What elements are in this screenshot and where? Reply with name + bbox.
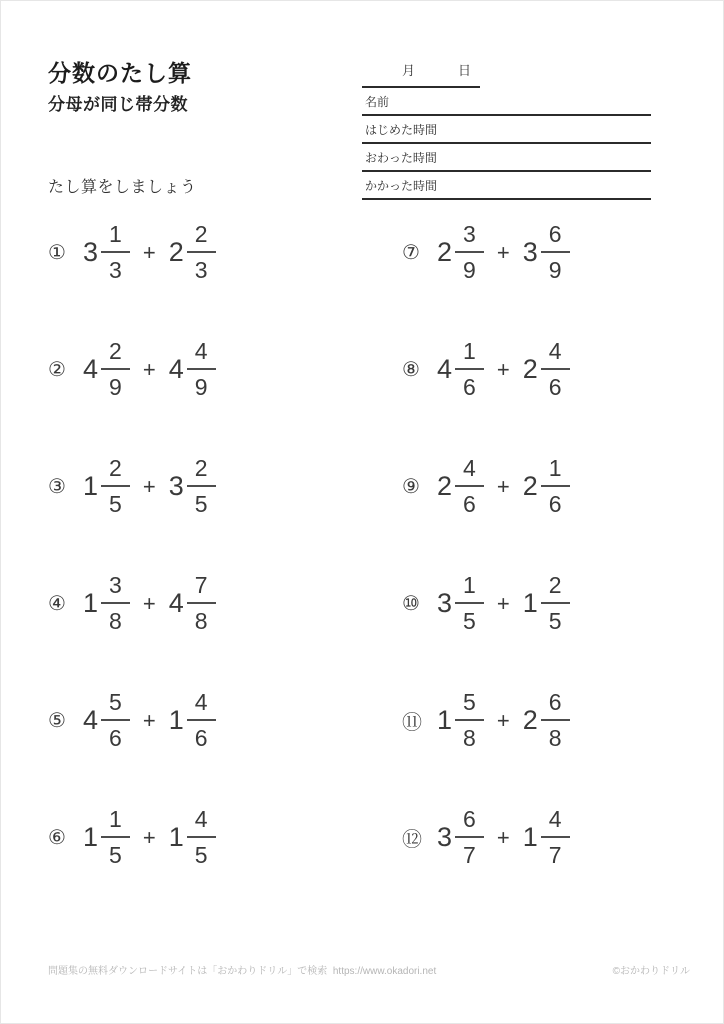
plus-operator: + [142,590,156,616]
fraction-2 [541,808,570,867]
problem-number: ① [48,242,66,264]
fraction-2 [187,808,216,867]
numerator-2: 7 [187,574,216,604]
fraction-1 [101,457,130,516]
problem-number: ⑥ [48,827,66,849]
problem-row [48,194,402,311]
whole-number-1: 3 [437,822,453,852]
denominator-2: 8 [194,608,208,634]
numerator-2: 4 [187,808,216,838]
plus-operator: + [142,473,156,499]
denominator-2: 3 [194,257,208,283]
numerator-1: 3 [101,574,130,604]
numerator-2: 4 [187,340,216,370]
form-field-label: おわった時間 [365,150,437,165]
plus-operator: + [496,824,510,850]
whole-number-1: 3 [83,237,99,267]
problem-row [48,662,402,779]
problem-number: ⑤ [48,710,66,732]
fraction-1 [101,808,130,867]
whole-number-1: 2 [437,237,453,267]
numerator-2: 6 [541,223,570,253]
problem-row [48,545,402,662]
whole-number-2: 3 [522,237,538,267]
form-field-row [362,144,651,172]
plus-operator: + [496,473,510,499]
fraction-2 [541,574,570,633]
denominator-1: 9 [109,374,122,400]
whole-number-1: 4 [437,354,453,384]
fraction-2 [187,457,216,516]
denominator-2: 6 [194,725,208,751]
fraction-2 [187,223,216,282]
denominator-1: 6 [109,725,122,751]
denominator-1: 8 [463,725,476,751]
problem-row [402,779,676,896]
page-subtitle: 分母が同じ帯分数 [48,95,188,114]
month-label: 月 [402,63,416,78]
numerator-2: 6 [541,691,570,721]
denominator-1: 5 [109,842,122,868]
fraction-2 [187,340,216,399]
form-rows [362,88,651,200]
problem-number: ④ [48,593,66,615]
problem-row [402,428,676,545]
whole-number-2: 2 [522,354,538,384]
plus-operator: + [496,239,510,265]
problem-row [402,311,676,428]
whole-number-2: 1 [522,588,538,618]
problem-row [402,545,676,662]
whole-number-2: 1 [168,822,184,852]
day-label: 日 [458,63,472,78]
numerator-1: 1 [455,574,484,604]
plus-operator: + [496,707,510,733]
problem-number: ⑪ [402,712,422,734]
whole-number-1: 3 [437,588,453,618]
fraction-1 [101,223,130,282]
plus-operator: + [142,824,156,850]
problems-column-right [402,194,676,896]
whole-number-1: 1 [437,705,453,735]
problem-number: ⑧ [402,359,420,381]
denominator-1: 8 [109,608,122,634]
whole-number-2: 3 [168,471,184,501]
student-info-form [362,60,651,200]
fraction-1 [455,574,484,633]
whole-number-1: 1 [83,588,99,618]
whole-number-2: 4 [168,588,184,618]
whole-number-1: 1 [83,471,99,501]
problem-number: ⑫ [402,829,422,851]
numerator-1: 1 [455,340,484,370]
whole-number-1: 2 [437,471,453,501]
numerator-1: 1 [101,808,130,838]
fraction-1 [101,574,130,633]
numerator-1: 4 [455,457,484,487]
problem-row [402,662,676,779]
numerator-2: 1 [541,457,570,487]
numerator-2: 2 [187,223,216,253]
problem-row [48,428,402,545]
plus-operator: + [142,239,156,265]
denominator-2: 9 [548,257,562,283]
numerator-2: 2 [541,574,570,604]
fraction-1 [455,223,484,282]
instruction-text: たし算をしましょう [48,179,197,196]
whole-number-1: 4 [83,354,99,384]
numerator-2: 4 [187,691,216,721]
numerator-1: 5 [101,691,130,721]
plus-operator: + [142,356,156,382]
form-field-label: 名前 [365,94,390,109]
problem-number: ⑩ [402,593,420,615]
problem-number: ② [48,359,66,381]
denominator-2: 6 [548,374,562,400]
problem-number: ③ [48,476,66,498]
whole-number-2: 2 [522,705,538,735]
denominator-1: 6 [463,491,476,517]
denominator-1: 3 [109,257,122,283]
fraction-2 [541,457,570,516]
numerator-1: 2 [101,340,130,370]
denominator-2: 9 [194,374,208,400]
problem-row [48,311,402,428]
fraction-1 [455,691,484,750]
form-field-row [362,88,651,116]
problem-row [402,194,676,311]
date-field [362,60,480,88]
whole-number-2: 1 [522,822,538,852]
fraction-1 [455,457,484,516]
numerator-1: 3 [455,223,484,253]
form-field-label: はじめた時間 [365,122,438,137]
whole-number-2: 4 [168,354,184,384]
form-field-row [362,116,651,144]
numerator-1: 1 [101,223,130,253]
denominator-1: 5 [463,608,476,634]
numerator-1: 5 [455,691,484,721]
whole-number-2: 2 [168,237,184,267]
plus-operator: + [496,590,510,616]
denominator-1: 9 [463,257,476,283]
denominator-1: 5 [109,491,122,517]
whole-number-1: 1 [83,822,99,852]
fraction-1 [101,691,130,750]
denominator-2: 5 [194,842,208,868]
whole-number-2: 1 [168,705,184,735]
numerator-2: 4 [541,340,570,370]
denominator-1: 7 [463,842,476,868]
numerator-1: 6 [455,808,484,838]
denominator-1: 6 [463,374,476,400]
denominator-2: 5 [548,608,562,634]
footer-site-credit: 問題集の無料ダウンロードサイトは「おかわりドリル」で検索 https://www.okadori.net [48,966,437,977]
fraction-1 [455,340,484,399]
problems-column-left [48,194,402,896]
problem-row [48,779,402,896]
problem-number: ⑨ [402,476,420,498]
fraction-2 [541,340,570,399]
fraction-1 [101,340,130,399]
fraction-2 [187,691,216,750]
denominator-2: 6 [548,491,562,517]
page-title: 分数のたし算 [48,60,192,86]
denominator-2: 8 [548,725,562,751]
form-field-label: かかった時間 [365,178,438,193]
numerator-1: 2 [101,457,130,487]
fraction-2 [187,574,216,633]
fraction-2 [541,223,570,282]
fraction-2 [541,691,570,750]
whole-number-2: 2 [522,471,538,501]
footer-copyright: ©おかわりドリル [612,966,690,977]
numerator-2: 4 [541,808,570,838]
plus-operator: + [142,707,156,733]
plus-operator: + [496,356,510,382]
problems-area [48,194,676,896]
problem-number: ⑦ [402,242,420,264]
denominator-2: 5 [194,491,208,517]
numerator-2: 2 [187,457,216,487]
whole-number-1: 4 [83,705,99,735]
fraction-1 [455,808,484,867]
denominator-2: 7 [548,842,562,868]
